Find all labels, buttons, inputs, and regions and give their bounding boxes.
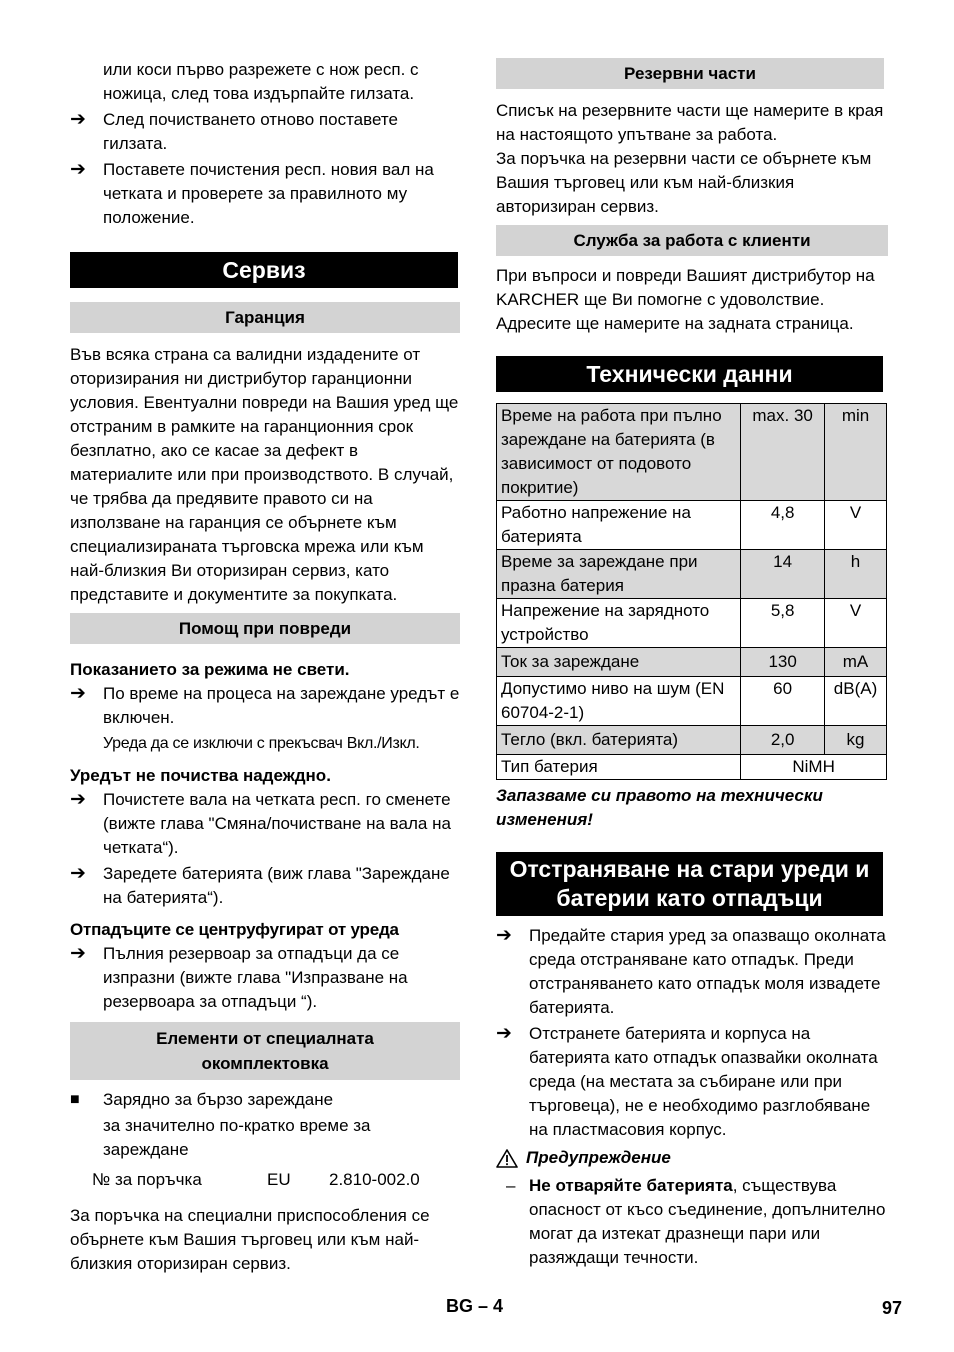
step-text: Предайте стария уред за опазващо околната среда отстраняване като отпадък. Преди отстраняването като отпадък моля извадете батерията.	[529, 926, 886, 1017]
fault-1-step	[70, 682, 460, 730]
step-text: Пълния резервоар за отпадъци да се изпразни (вижте глава "Изпразване на резервоара за отпадъци “).	[103, 944, 408, 1011]
accessories-text: За поръчка на специални приспособления се обърнете към Вашия търговец или към най-близкия оторизиран сервиз.	[70, 1206, 430, 1273]
warranty-heading: Гаранция	[70, 302, 460, 333]
warning-rest-text: , съществува опасност от късо съединение, допълнително могат да изтекат дразнещи пари или разяждащи течности.	[529, 1176, 886, 1267]
arrow-icon: ➔	[70, 943, 86, 964]
fault-3-heading: Отпадъците се центруфугират от уреда	[70, 920, 399, 939]
spec-unit: dB(A)	[825, 677, 887, 726]
warning-label-row	[496, 1146, 888, 1170]
table-row	[497, 726, 887, 755]
arrow-icon: ➔	[70, 789, 86, 810]
step-text: След почистването отново поставете гилзата.	[103, 110, 398, 153]
order-region: EU	[267, 1170, 291, 1189]
fault-2-step-1	[70, 788, 460, 860]
fault-1-heading: Показанието за режима не свети.	[70, 660, 350, 679]
spec-label: Допустимо ниво на шум (EN 60704-2-1)	[497, 677, 741, 726]
spec-value: NiMH	[741, 755, 887, 780]
spare-parts-text-2: За поръчка на резервни части се обърнете към Вашия търговец или към най-близкия авторизиран сервиз.	[496, 149, 872, 216]
spec-unit: kg	[825, 726, 887, 755]
right-column	[496, 58, 888, 1270]
spec-value: 130	[741, 648, 825, 677]
table-row	[497, 404, 887, 501]
step-text: По време на процеса на зареждане уредът е включен.	[103, 684, 460, 727]
fault-1-remedy: Уреда да се изключи с прекъсвач Вкл./Изкл.	[103, 735, 420, 752]
spec-value: 4,8	[741, 501, 825, 550]
tech-data-note: Запазваме си правото на технически изменения!	[496, 786, 823, 829]
warning-bold-text: Не отваряйте батерията	[529, 1176, 733, 1195]
spec-label: Напрежение на зарядното устройство	[497, 599, 741, 648]
service-heading: Сервиз	[70, 252, 458, 288]
spec-label: Ток за зареждане	[497, 648, 741, 677]
spec-label: Време за зареждане при празна батерия	[497, 550, 741, 599]
accessory-item	[70, 1088, 460, 1162]
spec-unit: mA	[825, 648, 887, 677]
spec-label: Тип батерия	[497, 755, 741, 780]
spec-value: 14	[741, 550, 825, 599]
table-row	[497, 648, 887, 677]
accessory-name: Зарядно за бързо зареждане	[103, 1090, 334, 1109]
order-label: № за поръчка	[92, 1170, 202, 1189]
spec-value: 5,8	[741, 599, 825, 648]
accessories-heading: Елементи от специалната окомплектовка	[70, 1022, 460, 1080]
left-column	[70, 58, 460, 1276]
help-heading: Помощ при повреди	[70, 613, 460, 644]
accessory-description: за значително по-кратко време за зареждане	[103, 1116, 371, 1159]
warning-label: Предупреждение	[526, 1148, 671, 1167]
disposal-step-1	[496, 924, 888, 1020]
intro-continuation: или коси първо разрежете с нож респ. с ножица, след това издърпайте гилзата.	[103, 60, 419, 103]
disposal-heading: Отстраняване на стари уреди и батерии като отпадъци	[496, 852, 883, 916]
warranty-text: Във всяка страна са валидни издадените от оторизирания ни дистрибутор гаранционни условия. Евентуални повреди на Вашия уред ще отстраним в рамките на гаранционния срок безплатно, ако се касае за дефект в материалите или при производството. В случай, че трябва да предявите правото си на използване на гаранция се обърнете към специализираната търговска мрежа или към най-близкия Ви оторизиран сервиз, като представите и документите за покупката.	[70, 345, 459, 604]
language-page-code: BG – 4	[446, 1296, 504, 1316]
arrow-icon: ➔	[70, 683, 86, 704]
spec-unit: V	[825, 501, 887, 550]
table-row	[497, 755, 887, 780]
step-text: Поставете почистения респ. новия вал на четката и проверете за правилното му положение.	[103, 160, 434, 227]
warning-text	[529, 1174, 888, 1270]
customer-service-heading: Служба за работа с клиенти	[496, 225, 888, 256]
spare-parts-heading: Резервни части	[496, 58, 884, 89]
tech-data-table	[496, 403, 887, 780]
warning-item	[496, 1174, 888, 1270]
disposal-step-2	[496, 1022, 888, 1142]
intro-step-1	[70, 108, 460, 156]
spec-label: Тегло (вкл. батерията)	[497, 726, 741, 755]
customer-service-text: При въпроси и повреди Вашият дистрибутор на KARCHER ще Ви помогне с удоволствие. Адресите ще намерите на задната страница.	[496, 266, 875, 333]
arrow-icon: ➔	[70, 159, 86, 180]
arrow-icon: ➔	[70, 863, 86, 884]
spec-value: 2,0	[741, 726, 825, 755]
spec-label: Работно напрежение на батерията	[497, 501, 741, 550]
order-number-row	[70, 1168, 460, 1192]
spare-parts-text-1: Списък на резервните части ще намерите в края на настоящото упътване за работа.	[496, 101, 884, 144]
fault-3-step	[70, 942, 460, 1014]
arrow-icon: ➔	[496, 1023, 512, 1044]
intro-step-2	[70, 158, 460, 230]
tech-data-heading: Технически данни	[496, 356, 883, 392]
table-row	[497, 501, 887, 550]
table-row	[497, 677, 887, 726]
page-number: 97	[882, 1298, 903, 1318]
arrow-icon: ➔	[496, 925, 512, 946]
spec-value: max. 30	[741, 404, 825, 501]
step-text: Заредете батерията (виж глава "Зареждане на батерията“).	[103, 864, 450, 907]
order-number: 2.810-002.0	[329, 1170, 420, 1189]
table-row	[497, 599, 887, 648]
table-row	[497, 550, 887, 599]
step-text: Отстранете батерията и корпуса на батерията като отпадък опазвайки околната среда (на местата за събиране или при търговеца), не е необходимо разглобяване на пластмасовия корпус.	[529, 1024, 878, 1139]
arrow-icon: ➔	[70, 109, 86, 130]
spec-unit: V	[825, 599, 887, 648]
warning-triangle-icon	[496, 1149, 518, 1168]
spec-label: Време на работа при пълно зареждане на батерията (в зависимост от подовото покритие)	[497, 404, 741, 501]
square-bullet-icon: ■	[70, 1091, 80, 1108]
dash-marker: –	[506, 1176, 516, 1195]
spec-value: 60	[741, 677, 825, 726]
spec-unit: min	[825, 404, 887, 501]
spec-unit: h	[825, 550, 887, 599]
fault-2-step-2	[70, 862, 460, 910]
fault-2-heading: Уредът не почиства надеждно.	[70, 766, 331, 785]
step-text: Почистете вала на четката респ. го сменете (вижте глава "Смяна/почистване на вала на четката“).	[103, 790, 451, 857]
